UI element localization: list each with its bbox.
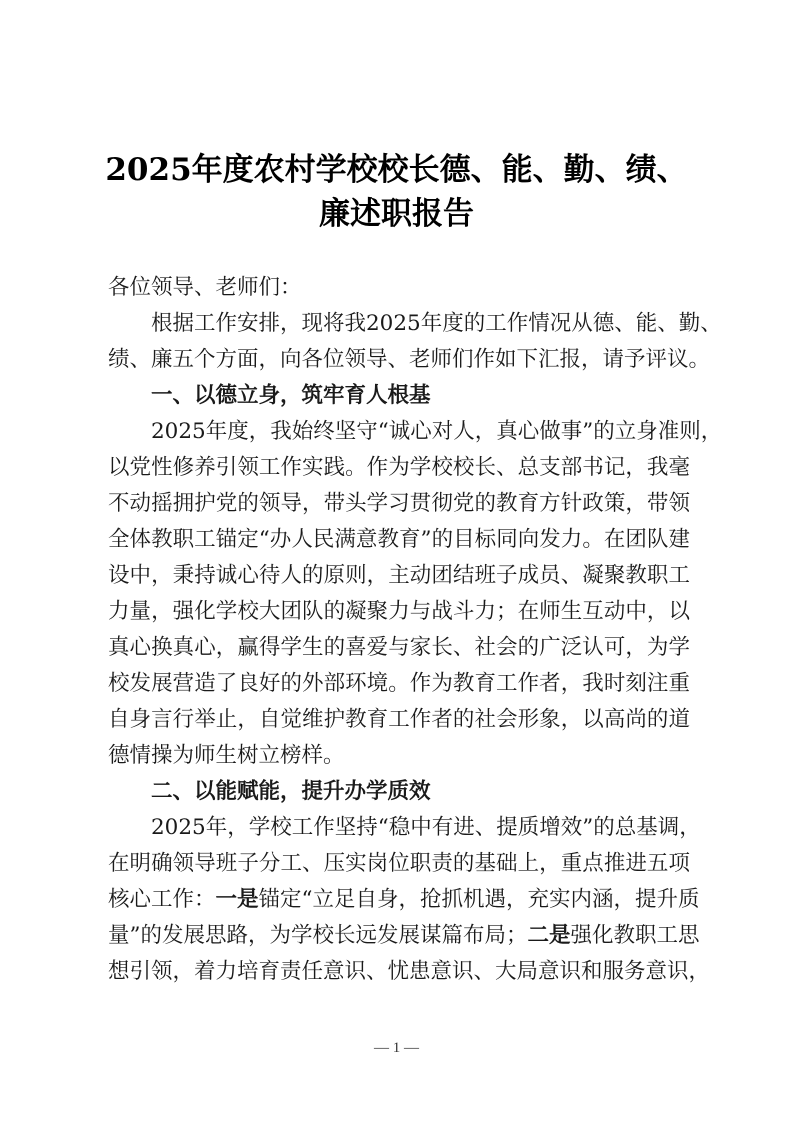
paragraph-line: 校发展营造了良好的外部环境。作为教育工作者，我时刻注重 [108, 671, 690, 696]
paragraph-line: 在明确领导班子分工、压实岗位职责的基础上，重点推进五项 [108, 851, 690, 876]
paragraph-lines [108, 306, 723, 882]
salutation: 各位领导、老师们： [108, 275, 302, 300]
paragraph-line: 2025年，学校工作坚持“稳中有进、提质增效”的总基调， [151, 815, 701, 840]
section-heading: 二、以能赋能，提升办学质效 [151, 779, 431, 804]
section-heading: 一、以德立身，筑牢育人根基 [151, 383, 431, 408]
paragraph-line: 2025年度，我始终坚守“诚心对人，真心做事”的立身准则， [151, 419, 723, 444]
paragraph-line: 以党性修养引领工作实践。作为学校校长、总支部书记，我毫 [108, 455, 690, 480]
paragraph-line: 绩、廉五个方面，向各位领导、老师们作如下汇报，请予评议。 [108, 347, 711, 372]
title-line-1: 2025年度农村学校校长德、能、勤、绩、 [105, 152, 688, 188]
paragraph-line: 不动摇拥护党的领导，带头学习贯彻党的教育方针政策，带领 [108, 491, 690, 516]
document-title [60, 148, 733, 236]
paragraph-line: 量”的发展思路，为学校长远发展谋篇布局；二是强化教职工思 [108, 923, 700, 948]
paragraph-line: 真心换真心，赢得学生的喜爱与家长、社会的广泛认可，为学 [108, 635, 690, 660]
title-line-2: 廉述职报告 [319, 196, 474, 232]
paragraph-line: 自身言行举止，自觉维护教育工作者的社会形象，以高尚的道 [108, 707, 690, 732]
emphasis-first: 一是 [215, 887, 259, 912]
paragraph-line: 设中，秉持诚心待人的原则，主动团结班子成员、凝聚教职工 [108, 563, 690, 588]
paragraph-line: 德情操为师生树立榜样。 [108, 743, 345, 768]
paragraph-line: 核心工作：一是锚定“立足自身，抢抓机遇，充实内涵，提升质 [108, 887, 700, 912]
page-number: — 1 — [374, 1040, 419, 1056]
paragraph-line: 根据工作安排，现将我2025年度的工作情况从德、能、勤、 [151, 311, 722, 336]
paragraph-line: 力量，强化学校大团队的凝聚力与战斗力；在师生互动中，以 [108, 599, 690, 624]
emphasis-second: 二是 [527, 923, 571, 948]
paragraph-line: 想引领，着力培育责任意识、忧患意识、大局意识和服务意识， [108, 959, 711, 984]
paragraph-line: 全体教职工锚定“办人民满意教育”的目标同向发力。在团队建 [108, 527, 690, 552]
document-body [108, 270, 723, 990]
